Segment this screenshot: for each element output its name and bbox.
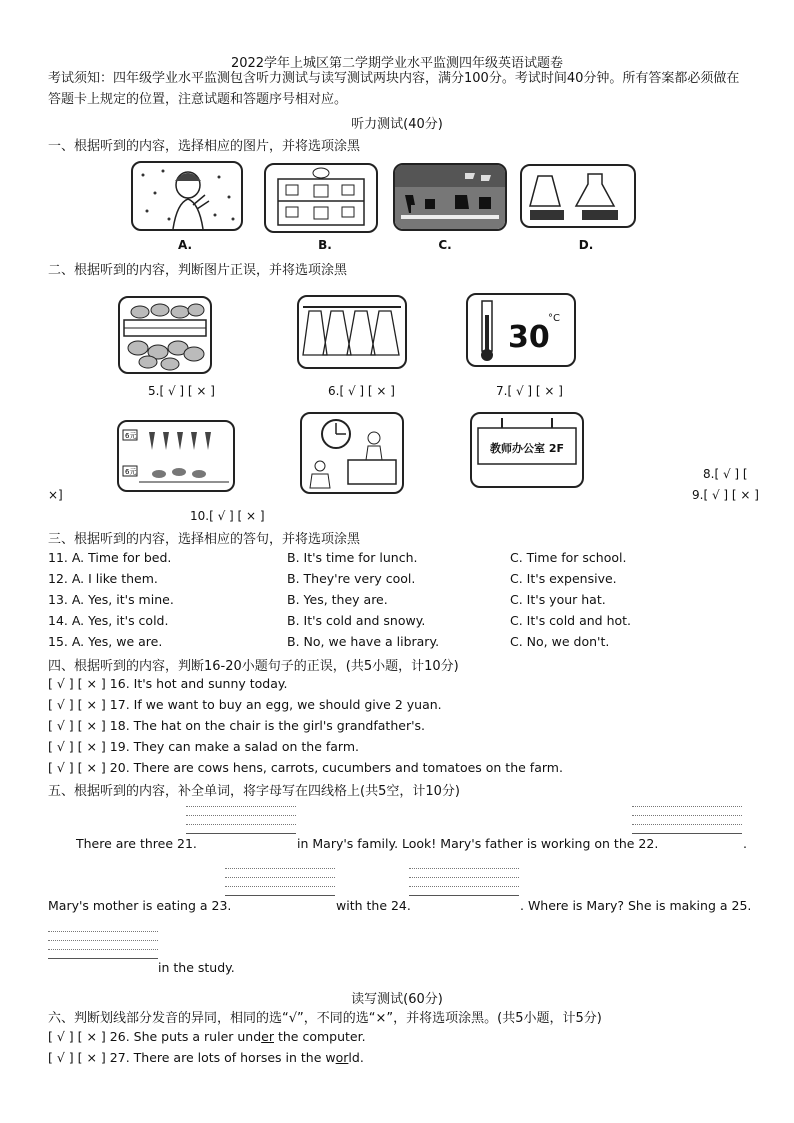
passage-line2-c: . Where is Mary? She is making a 25. [520,898,752,913]
mark-7[interactable]: 7.[ √ ] [ × ] [496,384,563,398]
mark-8-tail[interactable]: ×] [48,488,63,502]
picture-8 [470,412,584,488]
mark-6[interactable]: 6.[ √ ] [ × ] [328,384,395,398]
office-sign-icon [472,414,582,486]
q15-a[interactable]: 15. A. Yes, we are. [48,634,163,649]
q26[interactable]: [ √ ] [ × ] 26. She puts a ruler under the computer. [48,1029,366,1044]
q15-c[interactable]: C. No, we don't. [510,634,610,649]
q14-b[interactable]: B. It's cold and snowy. [287,613,426,628]
exam-notice: 考试须知：四年级学业水平监测包含听力测试与读写测试两块内容，满分100分。考试时间40分钟。所有答案都必须做在答题卡上规定的位置，注意试题和答题序号相对应。 [48,71,740,107]
blank-22[interactable] [632,806,742,832]
label-d: D. [578,238,594,252]
q12-c[interactable]: C. It's expensive. [510,571,617,586]
section6-heading: 六、判断划线部分发音的异同，相同的选“√”，不同的选“×”，并将选项涂黑。(共5小题，计5分) [48,1011,602,1026]
q13-b[interactable]: B. Yes, they are. [287,592,388,607]
section5-heading: 五、根据听到的内容，补全单词，将字母写在四线格上(共5空，计10分) [48,784,460,799]
svg-text:教师办公室 2F: 教师办公室 2F [490,442,564,455]
dresses-rack-icon [299,297,405,367]
mark-9[interactable]: 9.[ √ ] [ × ] [692,488,759,502]
q12-a[interactable]: 12. A. I like them. [48,571,158,586]
blank-24[interactable] [409,868,519,894]
q17[interactable]: [ √ ] [ × ] 17. If we want to buy an egg, we should give 2 yuan. [48,697,442,712]
picture-7 [466,293,576,367]
picture-10 [117,420,235,492]
listening-heading: 听力测试(40分) [351,117,443,132]
q14-a[interactable]: 14. A. Yes, it's cold. [48,613,169,628]
q15-b[interactable]: B. No, we have a library. [287,634,440,649]
q13-c[interactable]: C. It's your hat. [510,592,606,607]
picture-d [520,164,636,228]
potatoes-icon [120,298,210,372]
blank-21[interactable] [186,806,296,832]
label-c: C. [438,238,452,252]
mark-8[interactable]: 8.[ √ ] [ [703,467,748,481]
passage-line2-a: Mary's mother is eating a 23. [48,898,232,913]
passage-line3: in the study. [158,960,235,975]
carrots-price-icon [119,422,233,490]
girl-crying-icon [133,163,241,229]
passage-line2-b: with the 24. [336,898,411,913]
blank-25[interactable] [48,931,158,957]
svg-text:30: 30 [508,320,550,355]
q18[interactable]: [ √ ] [ × ] 18. The hat on the chair is the girl's grandfather's. [48,718,426,733]
section4-heading: 四、根据听到的内容，判断16-20小题句子的正误，(共5小题，计10分) [48,659,459,674]
building-icon [266,165,376,231]
clock-kitchen-icon [302,414,402,492]
section1-heading: 一、根据听到的内容，选择相应的图片，并将选项涂黑 [48,139,361,154]
passage-line1-end: . [743,836,747,851]
clothes-price-icon [522,166,634,226]
passage-line1-b: in Mary's family. Look! Mary's father is working on the 22. [297,836,659,851]
section3-heading: 三、根据听到的内容，选择相应的答句，并将选项涂黑 [48,532,361,547]
reading-heading: 读写测试(60分) [351,992,443,1007]
svg-text:6元: 6元 [125,468,137,476]
picture-b [264,163,378,233]
blank-23[interactable] [225,868,335,894]
mark-5[interactable]: 5.[ √ ] [ × ] [148,384,215,398]
farm-animals-icon [395,165,505,229]
q11-c[interactable]: C. Time for school. [510,550,627,565]
mark-10[interactable]: 10.[ √ ] [ × ] [190,509,265,523]
q16[interactable]: [ √ ] [ × ] 16. It's hot and sunny today. [48,676,288,691]
q11-b[interactable]: B. It's time for lunch. [287,550,418,565]
thermometer-icon [468,295,574,365]
picture-6 [297,295,407,369]
svg-text:6元: 6元 [125,432,137,440]
q13-a[interactable]: 13. A. Yes, it's mine. [48,592,174,607]
picture-c [393,163,507,231]
label-b: B. [318,238,332,252]
label-a: A. [177,238,193,252]
q20[interactable]: [ √ ] [ × ] 20. There are cows hens, carrots, cucumbers and tomatoes on the farm. [48,760,563,775]
picture-a [131,161,243,231]
passage-line1-a: There are three 21. [76,836,197,851]
q12-b[interactable]: B. They're very cool. [287,571,416,586]
section2-heading: 二、根据听到的内容，判断图片正误，并将选项涂黑 [48,263,348,278]
q27[interactable]: [ √ ] [ × ] 27. There are lots of horses in the world. [48,1050,364,1065]
q11-a[interactable]: 11. A. Time for bed. [48,550,172,565]
exam-title: 2022学年上城区第二学期学业水平监测四年级英语试题卷 [230,56,564,71]
picture-5 [118,296,212,374]
q19[interactable]: [ √ ] [ × ] 19. They can make a salad on the farm. [48,739,359,754]
picture-9 [300,412,404,494]
q14-c[interactable]: C. It's cold and hot. [510,613,632,628]
svg-text:°C: °C [548,313,560,324]
